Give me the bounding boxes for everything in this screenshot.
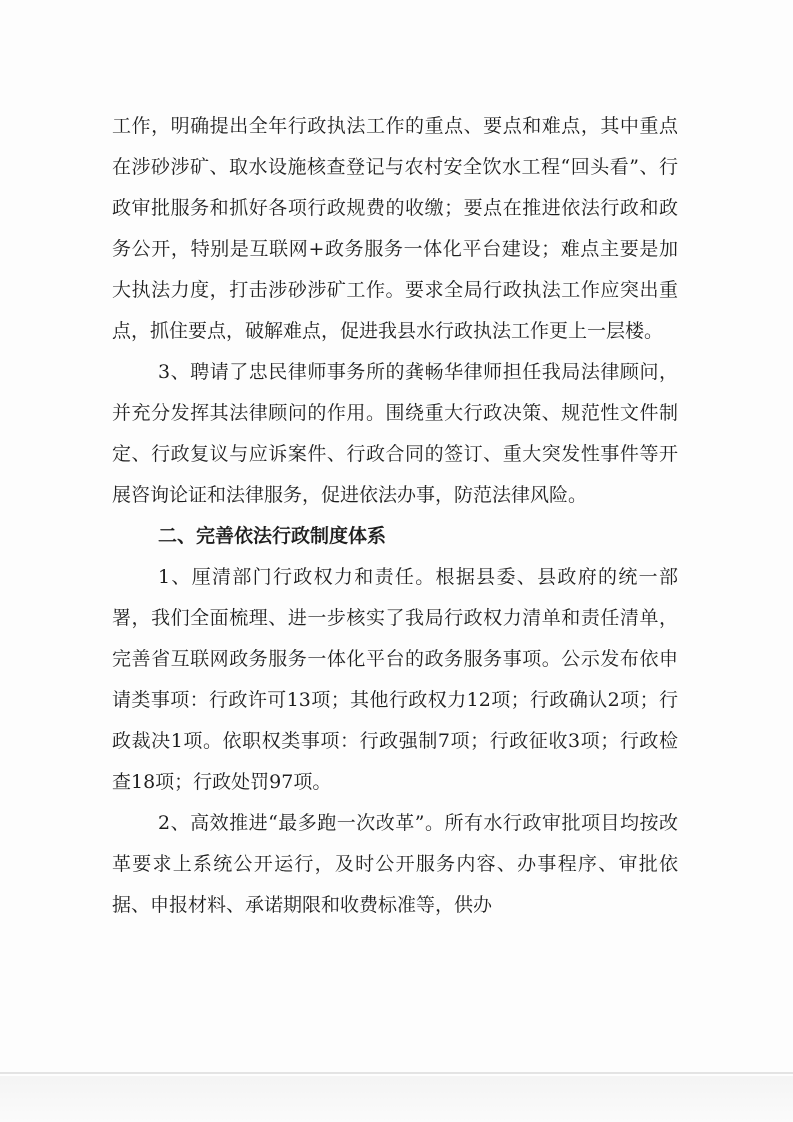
- document-body: [112, 106, 678, 926]
- scan-bottom-margin: [0, 1076, 793, 1122]
- scan-edge-line: [0, 1072, 793, 1074]
- paragraph-power-lists: 1、厘清部门行政权力和责任。根据县委、县政府的统一部署，我们全面梳理、进一步核实了我局行政权力清单和责任清单，完善省互联网政务服务一体化平台的政务服务事项。公示发布依申请类事项：行政许可13项；其他行政权力12项；行政确认2项；行政裁决1项。依职权类事项：行政强制7项；行政征收3项；行政检查18项；行政处罚97项。: [112, 566, 678, 793]
- section-heading: 二、完善依法行政制度体系: [158, 525, 387, 547]
- paragraph-reform: 2、高效推进“最多跑一次改革”。所有水行政审批项目均按改革要求上系统公开运行，及时公开服务内容、办事程序、审批依据、申报材料、承诺期限和收费标准等，供办: [112, 812, 678, 916]
- paragraph-legal-advisor: 3、聘请了忠民律师事务所的龚畅华律师担任我局法律顾问，并充分发挥其法律顾问的作用。围绕重大行政决策、规范性文件制定、行政复议与应诉案件、行政合同的签订、重大突发性事件等开展咨询论证和法律服务，促进依法办事，防范法律风险。: [112, 361, 678, 506]
- paragraph-work-priorities: 工作，明确提出全年行政执法工作的重点、要点和难点，其中重点在涉砂涉矿、取水设施核查登记与农村安全饮水工程“回头看”、行政审批服务和抓好各项行政规费的收缴；要点在推进依法行政和政务公开，特别是互联网+政务服务一体化平台建设；难点主要是加大执法力度，打击涉砂涉矿工作。要求全局行政执法工作应突出重点，抓住要点，破解难点，促进我县水行政执法工作更上一层楼。: [112, 115, 678, 342]
